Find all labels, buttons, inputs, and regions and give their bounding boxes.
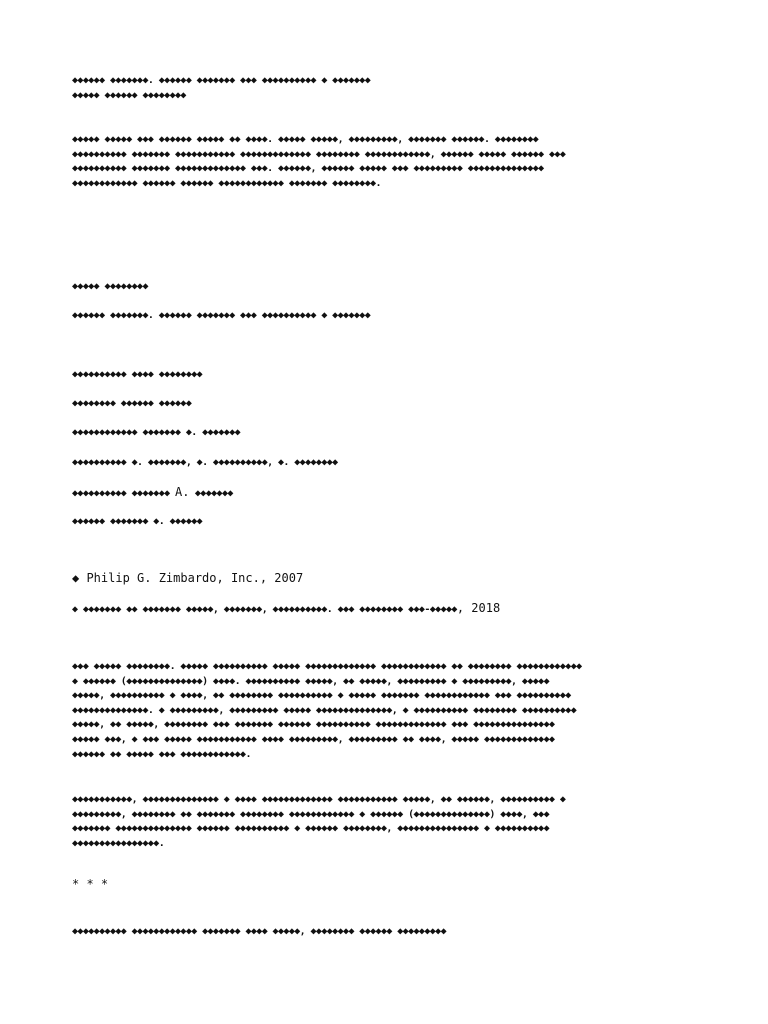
intro-paragraph [72,133,702,191]
body-line: ◆◆◆◆◆, ◆◆ ◆◆◆◆◆, ◆◆◆◆◆◆◆◆ ◆◆◆ ◆◆◆◆◆◆◆ ◆◆◆◆◆◆ ◆◆◆◆◆◆◆◆◆◆ ◆◆◆◆◆◆◆◆◆◆◆◆◆ ◆◆◆ ◆◆◆◆◆◆◆◆◆◆◆◆◆◆◆ [72,719,555,731]
body-line: ◆ ◆◆◆◆◆◆ (◆◆◆◆◆◆◆◆◆◆◆◆◆◆) ◆◆◆◆. ◆◆◆◆◆◆◆◆◆◆ ◆◆◆◆◆, ◆◆ ◆◆◆◆◆, ◆◆◆◆◆◆◆◆◆ ◆ ◆◆◆◆◆◆◆◆◆, ◆◆◆◆◆ [72,675,550,687]
body-line: ◆◆◆◆◆◆◆◆◆◆ ◆◆◆◆◆◆◆◆◆◆◆◆ ◆◆◆◆◆◆◆ ◆◆◆◆ ◆◆◆◆◆, ◆◆◆◆◆◆◆◆ ◆◆◆◆◆◆ ◆◆◆◆◆◆◆◆◆ [72,926,447,937]
body-line: ◆◆◆ ◆◆◆◆◆ ◆◆◆◆◆◆◆◆. ◆◆◆◆◆ ◆◆◆◆◆◆◆◆◆◆ ◆◆◆◆◆ ◆◆◆◆◆◆◆◆◆◆◆◆◆ ◆◆◆◆◆◆◆◆◆◆◆◆ ◆◆ ◆◆◆◆◆◆◆◆ ◆◆◆◆◆◆◆◆◆◆◆◆ [72,661,582,672]
original-title-label: ◆◆◆◆◆ ◆◆◆◆◆◆◆◆ [72,281,148,292]
credit-line [72,485,702,502]
body-line: ◆◆◆◆◆◆ ◆◆ ◆◆◆◆◆ ◆◆◆ ◆◆◆◆◆◆◆◆◆◆◆◆. [72,748,251,760]
header-title-line: ◆◆◆◆◆ ◆◆◆◆◆◆ ◆◆◆◆◆◆◆◆ [72,89,186,101]
intro-line: ◆◆◆◆◆ ◆◆◆◆◆ ◆◆◆ ◆◆◆◆◆◆ ◆◆◆◆◆ ◆◆ ◆◆◆◆. ◆◆◆◆◆ ◆◆◆◆◆, ◆◆◆◆◆◆◆◆◆, ◆◆◆◆◆◆◆ ◆◆◆◆◆◆. ◆◆◆◆◆◆◆◆ [72,134,539,145]
header-title [72,74,702,103]
header-title-line: ◆◆◆◆◆◆ ◆◆◆◆◆◆◆. ◆◆◆◆◆◆ ◆◆◆◆◆◆◆ ◆◆◆ ◆◆◆◆◆◆◆◆◆◆ ◆ ◆◆◆◆◆◆◆ [72,75,371,86]
body-line: ◆◆◆◆◆◆◆◆◆, ◆◆◆◆◆◆◆◆ ◆◆ ◆◆◆◆◆◆◆ ◆◆◆◆◆◆◆◆ ◆◆◆◆◆◆◆◆◆◆◆◆ ◆ ◆◆◆◆◆◆ (◆◆◆◆◆◆◆◆◆◆◆◆◆◆) ◆◆◆◆, ◆◆◆ [72,808,550,820]
credit-text: ◆◆◆◆◆◆◆ [189,488,233,499]
body-line: ◆◆◆◆◆◆◆◆◆◆◆, ◆◆◆◆◆◆◆◆◆◆◆◆◆◆ ◆ ◆◆◆◆ ◆◆◆◆◆◆◆◆◆◆◆◆◆ ◆◆◆◆◆◆◆◆◆◆◆ ◆◆◆◆◆, ◆◆ ◆◆◆◆◆◆, ◆◆◆◆◆◆◆◆◆◆ ◆ [72,794,566,805]
copyright-author: ◆ Philip G. Zimbardo, Inc., 2007 [72,571,304,585]
credit-line: ◆◆◆◆◆◆ ◆◆◆◆◆◆◆ ◆. ◆◆◆◆◆◆ [72,516,203,527]
body-line: ◆◆◆◆◆◆◆ ◆◆◆◆◆◆◆◆◆◆◆◆◆◆ ◆◆◆◆◆◆ ◆◆◆◆◆◆◆◆◆◆ ◆ ◆◆◆◆◆◆ ◆◆◆◆◆◆◆◆, ◆◆◆◆◆◆◆◆◆◆◆◆◆◆◆ ◆ ◆◆◆◆◆◆◆◆◆◆ [72,823,550,835]
credit-text: ◆◆◆◆◆◆◆◆◆◆ ◆◆◆◆◆◆◆ [72,488,175,499]
body-paragraph [72,793,702,851]
intro-line: ◆◆◆◆◆◆◆◆◆◆ ◆◆◆◆◆◆◆ ◆◆◆◆◆◆◆◆◆◆◆ ◆◆◆◆◆◆◆◆◆◆◆◆◆ ◆◆◆◆◆◆◆◆ ◆◆◆◆◆◆◆◆◆◆◆◆, ◆◆◆◆◆◆ ◆◆◆◆◆ ◆◆◆◆◆◆ ◆◆◆ [72,148,566,160]
body-line: ◆◆◆◆◆, ◆◆◆◆◆◆◆◆◆◆ ◆ ◆◆◆◆, ◆◆ ◆◆◆◆◆◆◆◆ ◆◆◆◆◆◆◆◆◆◆ ◆ ◆◆◆◆◆ ◆◆◆◆◆◆◆ ◆◆◆◆◆◆◆◆◆◆◆◆ ◆◆◆ ◆◆◆◆◆◆◆◆◆◆ [72,690,571,702]
credit-line: ◆◆◆◆◆◆◆◆◆◆◆◆ ◆◆◆◆◆◆◆ ◆. ◆◆◆◆◆◆◆ [72,427,241,438]
intro-line: ◆◆◆◆◆◆◆◆◆◆ ◆◆◆◆◆◆◆ ◆◆◆◆◆◆◆◆◆◆◆◆◆ ◆◆◆. ◆◆◆◆◆◆, ◆◆◆◆◆◆ ◆◆◆◆◆ ◆◆◆ ◆◆◆◆◆◆◆◆◆ ◆◆◆◆◆◆◆◆◆◆◆◆◆◆ [72,163,544,175]
credit-line: ◆◆◆◆◆◆◆◆ ◆◆◆◆◆◆ ◆◆◆◆◆◆ [72,398,192,409]
credit-initial: A. [175,485,190,499]
intro-line: ◆◆◆◆◆◆◆◆◆◆◆◆ ◆◆◆◆◆◆ ◆◆◆◆◆◆ ◆◆◆◆◆◆◆◆◆◆◆◆ ◆◆◆◆◆◆◆ ◆◆◆◆◆◆◆◆. [72,177,381,189]
body-paragraph [72,660,702,762]
copyright-publisher-text: ◆ ◆◆◆◆◆◆◆ ◆◆ ◆◆◆◆◆◆◆ ◆◆◆◆◆, ◆◆◆◆◆◆◆, ◆◆◆◆◆◆◆◆◆◆. ◆◆◆ ◆◆◆◆◆◆◆◆ ◆◆◆-◆◆◆◆◆ [72,604,457,615]
copyright-publisher [72,601,702,618]
body-line: ◆◆◆◆◆◆◆◆◆◆◆◆◆◆◆◆. [72,837,165,849]
original-title: ◆◆◆◆◆◆ ◆◆◆◆◆◆◆. ◆◆◆◆◆◆ ◆◆◆◆◆◆◆ ◆◆◆ ◆◆◆◆◆◆◆◆◆◆ ◆ ◆◆◆◆◆◆◆ [72,310,371,321]
section-separator: * * * [72,877,109,891]
copyright-year: , 2018 [456,601,501,615]
credit-line: ◆◆◆◆◆◆◆◆◆◆ ◆◆◆◆ ◆◆◆◆◆◆◆◆ [72,369,203,380]
body-line: ◆◆◆◆◆ ◆◆◆, ◆ ◆◆◆ ◆◆◆◆◆ ◆◆◆◆◆◆◆◆◆◆◆ ◆◆◆◆ ◆◆◆◆◆◆◆◆◆, ◆◆◆◆◆◆◆◆◆ ◆◆ ◆◆◆◆, ◆◆◆◆◆ ◆◆◆◆◆◆◆◆◆◆◆◆◆ [72,733,555,745]
credit-line: ◆◆◆◆◆◆◆◆◆◆ ◆. ◆◆◆◆◆◆◆, ◆. ◆◆◆◆◆◆◆◆◆◆, ◆. ◆◆◆◆◆◆◆◆ [72,457,338,468]
body-line: ◆◆◆◆◆◆◆◆◆◆◆◆◆◆. ◆ ◆◆◆◆◆◆◆◆◆, ◆◆◆◆◆◆◆◆◆ ◆◆◆◆◆ ◆◆◆◆◆◆◆◆◆◆◆◆◆◆, ◆ ◆◆◆◆◆◆◆◆◆◆ ◆◆◆◆◆◆◆◆ ◆◆◆◆◆◆◆◆◆◆ [72,704,577,716]
